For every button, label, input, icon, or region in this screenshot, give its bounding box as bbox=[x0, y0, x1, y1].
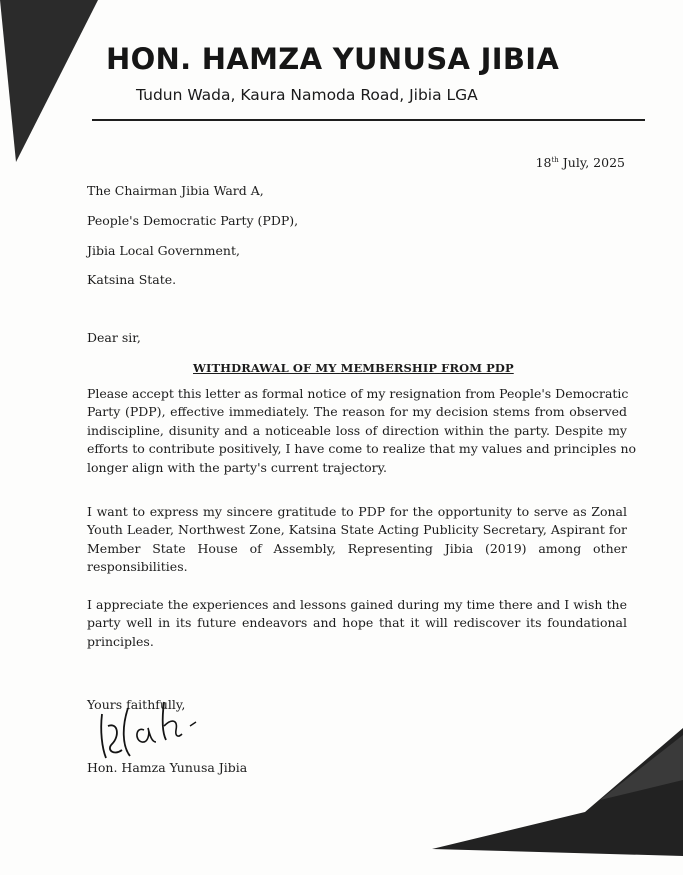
top-left-corner-triangle bbox=[0, 0, 98, 162]
paragraph-line: Youth Leader, Northwest Zone, Katsina State Acting Publicity Secretary, Aspirant for bbox=[87, 522, 627, 538]
paragraph-line: Please accept this letter as formal notice of my resignation from People's Democratic bbox=[87, 386, 629, 401]
handwritten-signature bbox=[92, 696, 222, 766]
letterhead-address: Tudun Wada, Kaura Namoda Road, Jibia LGA bbox=[136, 86, 478, 104]
paragraph-line: efforts to contribute positively, I have come to realize that my values and principles no bbox=[87, 441, 637, 457]
paragraph-line: indiscipline, disunity and a noticeable loss of direction within the party. Despite my bbox=[87, 422, 627, 438]
date-month-year: July, 2025 bbox=[558, 155, 625, 170]
paragraph-line: responsibilities. bbox=[87, 559, 188, 575]
paragraph-line: principles. bbox=[87, 633, 154, 649]
date-suffix: th bbox=[551, 155, 559, 164]
paragraph-line: Member State House of Assembly, Representing Jibia (2019) among other bbox=[87, 540, 627, 556]
date-day: 18 bbox=[535, 155, 552, 170]
closing: Yours faithfully, bbox=[87, 697, 186, 712]
paragraph-line: I appreciate the experiences and lessons gained during my time there and I wish the bbox=[87, 597, 627, 612]
header-rule bbox=[92, 119, 645, 121]
body-paragraph-2 bbox=[87, 503, 627, 577]
salutation: Dear sir, bbox=[87, 330, 141, 345]
body-paragraph-1 bbox=[87, 385, 637, 477]
letter-date bbox=[536, 155, 625, 170]
paragraph-line: I want to express my sincere gratitude to PDP for the opportunity to serve as Zonal bbox=[87, 504, 627, 519]
paragraph-line: Party (PDP), effective immediately. The reason for my decision stems from observed bbox=[87, 404, 627, 420]
signer-name: Hon. Hamza Yunusa Jibia bbox=[87, 760, 248, 775]
body-paragraph-3 bbox=[87, 596, 627, 651]
bottom-right-corner-shape bbox=[432, 728, 683, 856]
recipient-line-3: Jibia Local Government, bbox=[87, 243, 240, 258]
letterhead-name: HON. HAMZA YUNUSA JIBIA bbox=[106, 42, 560, 76]
paragraph-line: longer align with the party's current trajectory. bbox=[87, 459, 387, 475]
paragraph-line: party well in its future endeavors and hope that it will rediscover its foundational bbox=[87, 615, 627, 631]
subject-heading: WITHDRAWAL OF MY MEMBERSHIP FROM PDP bbox=[193, 361, 514, 375]
recipient-line-2: People's Democratic Party (PDP), bbox=[87, 213, 299, 228]
recipient-line-1: The Chairman Jibia Ward A, bbox=[87, 183, 264, 198]
recipient-line-4: Katsina State. bbox=[87, 272, 177, 287]
